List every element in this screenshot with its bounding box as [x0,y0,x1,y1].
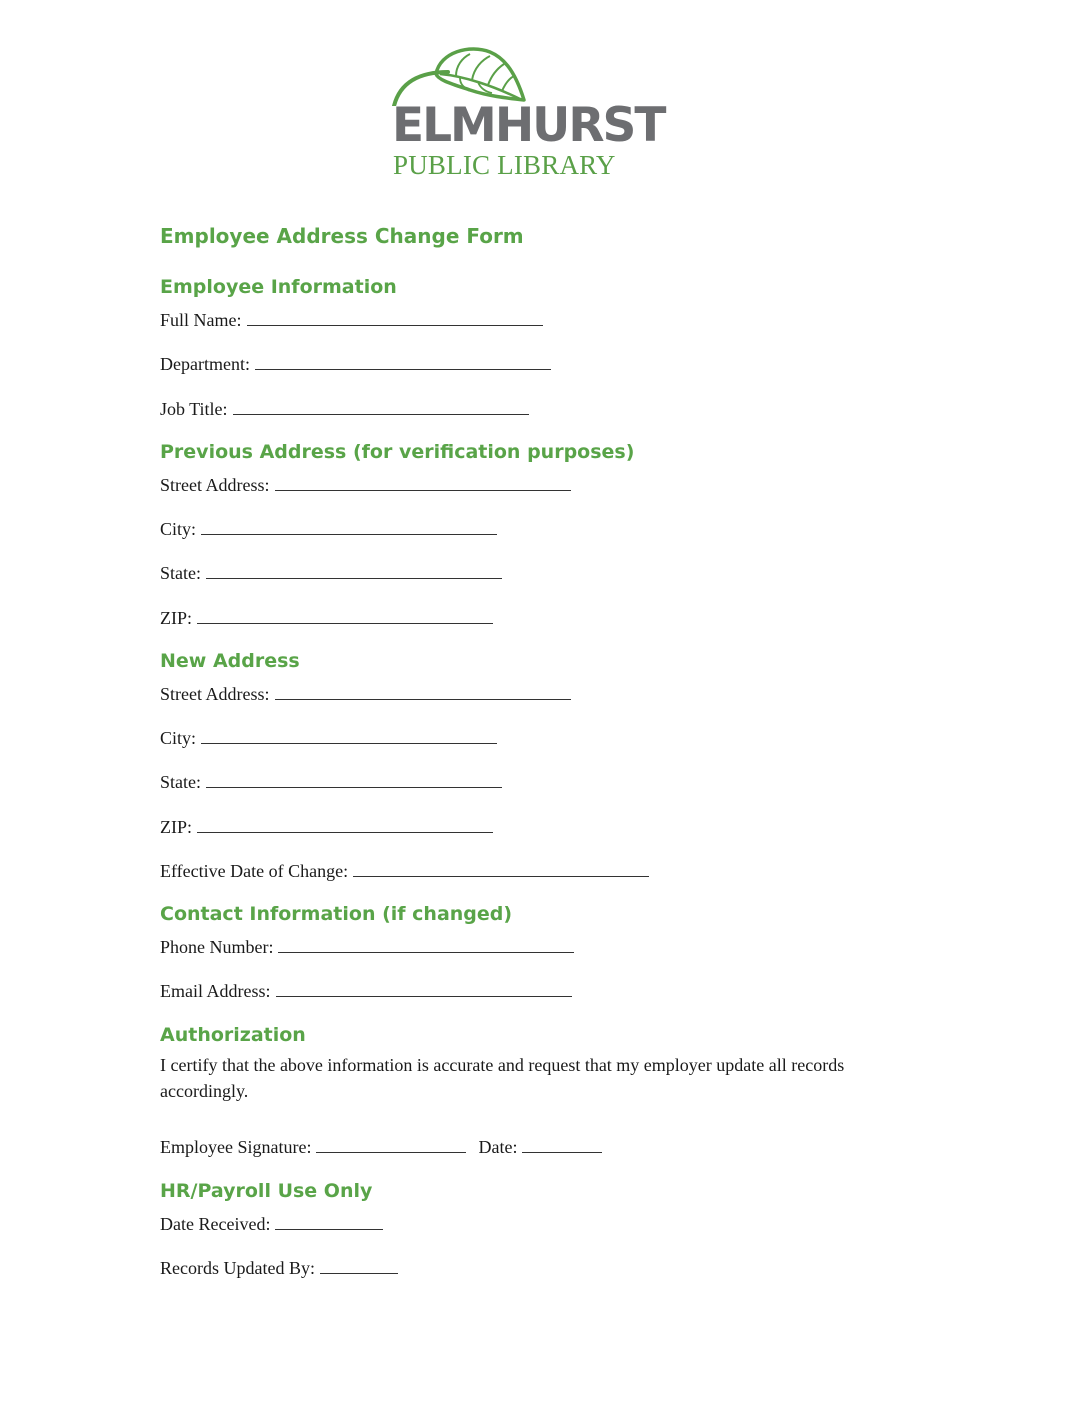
date-received-field[interactable] [160,1213,383,1233]
previous-zip-label: ZIP: [160,608,193,628]
records-updated-blank[interactable] [320,1257,398,1274]
previous-street-blank[interactable] [275,474,571,491]
signature-blank[interactable] [316,1136,466,1153]
new-street-blank[interactable] [275,683,571,700]
date-received-blank[interactable] [275,1213,383,1230]
email-blank[interactable] [276,980,572,997]
logo-subtitle: PUBLIC LIBRARY [393,150,616,180]
department-field[interactable] [160,353,551,373]
signature-date-label: Date: [478,1137,518,1157]
leaf-icon [390,46,686,106]
previous-street-label: Street Address: [160,475,270,495]
new-zip-blank[interactable] [197,816,493,833]
email-label: Email Address: [160,981,271,1001]
previous-city-label: City: [160,519,197,539]
signature-row [160,1136,602,1156]
previous-zip-field[interactable] [160,607,493,627]
email-field[interactable] [160,980,572,1000]
section-hr-payroll: HR/Payroll Use Only [160,1180,373,1202]
effective-date-field[interactable] [160,860,649,880]
effective-date-blank[interactable] [353,860,649,877]
full-name-label: Full Name: [160,310,242,330]
section-contact-information: Contact Information (if changed) [160,903,513,925]
section-authorization: Authorization [160,1024,306,1046]
full-name-blank[interactable] [247,309,543,326]
effective-date-label: Effective Date of Change: [160,861,349,881]
previous-street-field[interactable] [160,474,571,494]
previous-city-blank[interactable] [201,518,497,535]
previous-zip-blank[interactable] [197,607,493,624]
previous-state-field[interactable] [160,562,502,582]
job-title-label: Job Title: [160,399,228,419]
phone-label: Phone Number: [160,937,274,957]
new-state-field[interactable] [160,771,502,791]
signature-date-blank[interactable] [522,1136,602,1153]
records-updated-label: Records Updated By: [160,1258,315,1278]
signature-label: Employee Signature: [160,1137,312,1157]
job-title-field[interactable] [160,398,529,418]
date-received-label: Date Received: [160,1214,271,1234]
section-new-address: New Address [160,650,300,672]
new-city-blank[interactable] [201,727,497,744]
new-zip-label: ZIP: [160,817,193,837]
department-label: Department: [160,354,250,374]
previous-city-field[interactable] [160,518,497,538]
logo-wordmark: ELMHURST [392,98,665,153]
job-title-blank[interactable] [233,398,529,415]
new-street-field[interactable] [160,683,571,703]
new-state-label: State: [160,772,201,792]
phone-blank[interactable] [278,936,574,953]
new-state-blank[interactable] [206,771,502,788]
records-updated-field[interactable] [160,1257,398,1277]
section-previous-address: Previous Address (for verification purposes) [160,441,635,463]
new-zip-field[interactable] [160,816,493,836]
library-logo [390,46,686,182]
new-city-field[interactable] [160,727,497,747]
phone-field[interactable] [160,936,574,956]
form-title: Employee Address Change Form [160,224,524,248]
authorization-statement: I certify that the above information is accurate and request that my employer update all records accordingly. [160,1055,845,1101]
new-street-label: Street Address: [160,684,270,704]
full-name-field[interactable] [160,309,543,329]
new-city-label: City: [160,728,197,748]
previous-state-blank[interactable] [206,562,502,579]
department-blank[interactable] [255,353,551,370]
section-employee-information: Employee Information [160,276,397,298]
previous-state-label: State: [160,563,201,583]
